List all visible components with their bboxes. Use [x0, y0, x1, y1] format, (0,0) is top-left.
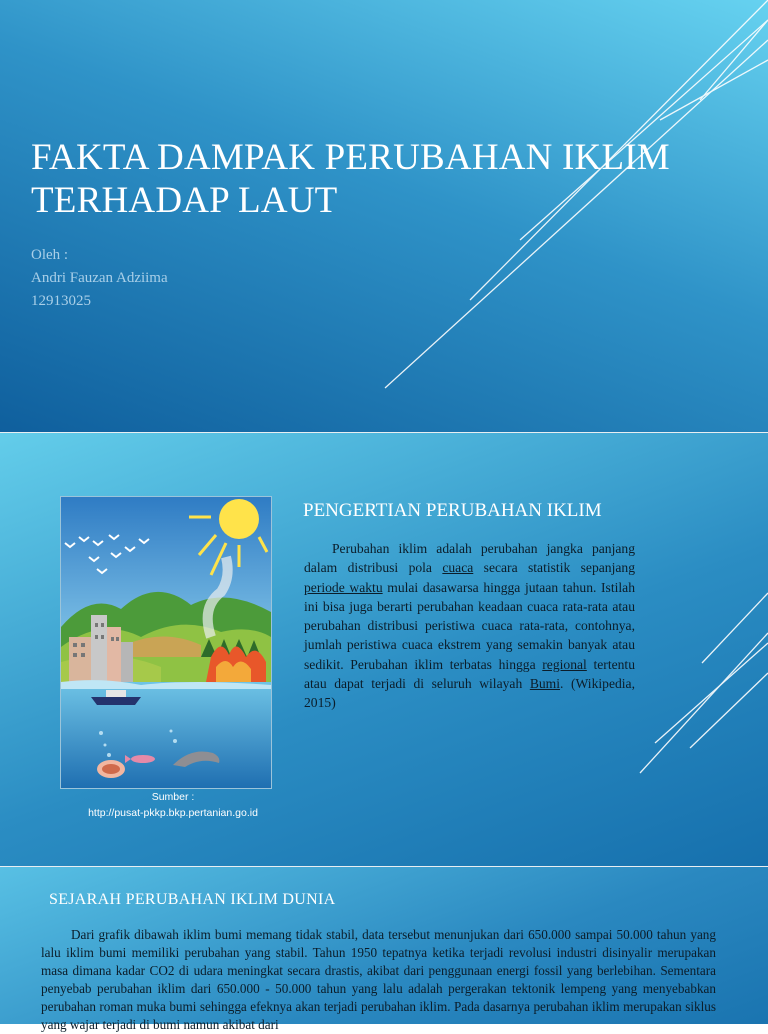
- body-text: secara statistik sepanjang: [473, 560, 635, 576]
- history-paragraph: Dari grafik dibawah iklim bumi memang tidak stabil, data tersebut menunjukan dari 650.000 sampai 50.000 tahun yang lalu iklim bumi memiliki perubahan yang stabil. Tahun 1950 tepatnya ketika terjadi revolusi industri disinyalir merupakan masa dimana kadar CO2 di udara meningkat secara drastis, akibat dari penggunaan energi fossil yang berlebihan. Sementara penyebab perubahan iklim dari 650.000 - 50.000 tahun yang lalu adalah pergerakan tektonik lempeng yang menyebabkan perubahan roman muka bumi sehingga efeknya akan terjadi perubahan iklim. Pada dasarnya perubahan iklim merupakan siklus yang wajar terjadi di bumi namun akibat dari: [41, 927, 716, 1032]
- body-text: mulai dasawarsa hingga jutaan tahun. Istilah ini bisa juga berarti perubahan keadaan cuaca rata-rata atau perubahan distribusi peristiwa cuaca rata-rata, contohnya, jumlah peristiwa cuaca ekstrem yang semakin banyak atau sedikit. Perubahan iklim terbatas hingga: [304, 579, 635, 672]
- coral-icon: [97, 760, 125, 778]
- definition-paragraph: [304, 539, 635, 713]
- link-bumi[interactable]: Bumi: [529, 676, 561, 692]
- presentation-title: [31, 136, 711, 222]
- body-text: Perubahan iklim adalah perubahan jangka panjang dalam distribusi pola: [304, 541, 635, 576]
- title-line-2: TERHADAP LAUT: [31, 180, 338, 221]
- body-text: . (Wikipedia, 2015): [304, 676, 635, 711]
- author-byline: [31, 244, 168, 313]
- student-id: 12913025: [31, 293, 91, 309]
- history-slide: [0, 867, 768, 1032]
- section-heading: SEJARAH PERUBAHAN IKLIM DUNIA: [49, 891, 336, 908]
- definition-slide: [0, 433, 768, 867]
- byline-label: Oleh :: [31, 247, 69, 263]
- section-heading: PENGERTIAN PERUBAHAN IKLIM: [303, 500, 602, 521]
- title-slide: [0, 0, 768, 433]
- landscape-image: [61, 497, 271, 788]
- title-line-1: FAKTA DAMPAK PERUBAHAN IKLIM: [31, 137, 670, 178]
- climate-illustration: [60, 496, 272, 789]
- author-name: Andri Fauzan Adziima: [31, 270, 168, 286]
- source-label: Sumber :: [151, 791, 195, 803]
- link-regional[interactable]: regional: [542, 656, 587, 672]
- source-url[interactable]: http://pusat-pkkp.bkp.pertanian.go.id: [88, 807, 258, 819]
- body-text: tertentu atau dapat terjadi di seluruh wilayah: [304, 656, 636, 692]
- image-source: [60, 789, 286, 821]
- link-cuaca[interactable]: cuaca: [442, 560, 474, 576]
- link-periode-waktu[interactable]: periode waktu: [304, 579, 383, 595]
